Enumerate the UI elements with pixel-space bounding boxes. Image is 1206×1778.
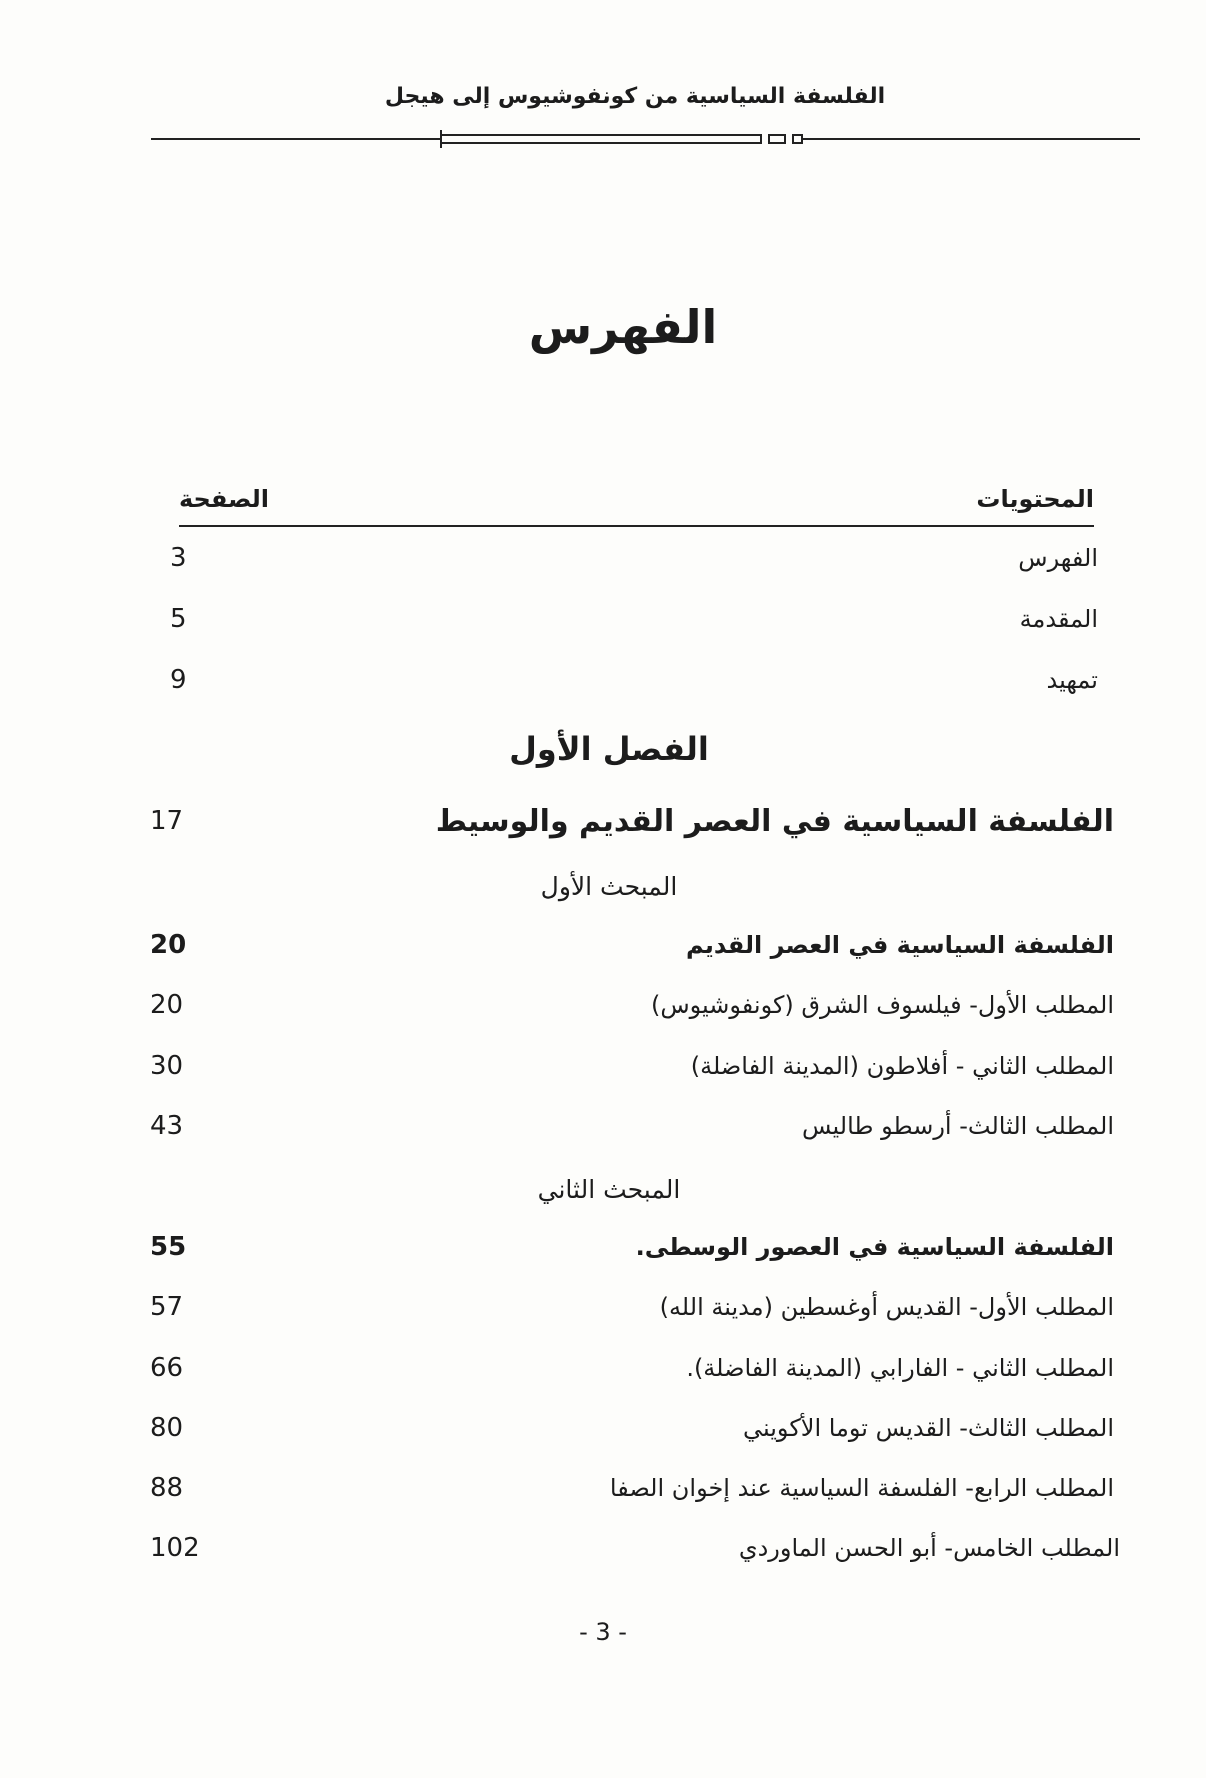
entry-page: 3 <box>170 543 187 573</box>
entry-label: المقدمة <box>1019 605 1098 633</box>
chapter-heading: الفصل الأول <box>509 730 709 768</box>
entry-page: 102 <box>150 1533 200 1563</box>
toc-entry[interactable] <box>150 1106 1114 1146</box>
entry-label: المطلب الثالث- أرسطو طاليس <box>801 1112 1114 1140</box>
leader-dots <box>220 1528 729 1568</box>
entry-page: 20 <box>150 930 187 960</box>
entry-label: المطلب الثاني - أفلاطون (المدينة الفاضلة) <box>690 1052 1114 1080</box>
leader-dots <box>220 1468 600 1508</box>
toc-entry[interactable] <box>170 660 1098 700</box>
page-title: الفهرس <box>528 300 718 354</box>
running-head: الفلسفة السياسية من كونفوشيوس إلى هيجل <box>384 84 886 109</box>
entry-label: الفلسفة السياسية في العصر القديم والوسيط <box>435 803 1114 839</box>
entry-page: 43 <box>150 1111 184 1141</box>
entry-label: الفلسفة السياسية في العصر القديم <box>686 931 1114 959</box>
leader-dots <box>240 538 1008 578</box>
entry-page: 17 <box>150 806 184 836</box>
entry-label: تمهيد <box>1046 666 1098 694</box>
contents-column-header: المحتويات <box>976 485 1094 513</box>
entry-label: المطلب الثاني - الفارابي (المدينة الفاضلة). <box>686 1354 1114 1382</box>
leader-dots <box>240 599 1010 639</box>
entry-label: المطلب الأول- فيلسوف الشرق (كونفوشيوس) <box>650 991 1114 1019</box>
page-column-header: الصفحة <box>179 485 270 513</box>
toc-entry[interactable] <box>150 985 1114 1025</box>
leader-dots <box>220 1046 681 1086</box>
toc-entry[interactable] <box>150 1046 1114 1086</box>
leader-dots <box>220 1106 792 1146</box>
entry-page: 9 <box>170 665 187 695</box>
entry-label: الفلسفة السياسية في العصور الوسطى. <box>635 1233 1114 1261</box>
leader-dots <box>220 925 676 965</box>
section-heading: المبحث الأول <box>540 872 678 901</box>
entry-label: المطلب الرابع- الفلسفة السياسية عند إخوان الصفا <box>609 1474 1114 1502</box>
leader-dots <box>220 1287 650 1327</box>
leader-dots <box>220 985 641 1025</box>
toc-entry[interactable] <box>150 1348 1114 1388</box>
entry-page: 20 <box>150 990 184 1020</box>
entry-page: 55 <box>150 1232 187 1262</box>
entry-page: 57 <box>150 1292 184 1322</box>
entry-page: 88 <box>150 1473 184 1503</box>
chapter-entry[interactable] <box>150 801 1114 841</box>
section-entry[interactable] <box>150 1227 1114 1267</box>
entry-label: الفهرس <box>1018 544 1098 572</box>
leader-dots <box>220 1408 733 1448</box>
toc-entry[interactable] <box>150 1287 1114 1327</box>
header-underline <box>179 525 1094 527</box>
toc-entry[interactable] <box>170 599 1098 639</box>
section-heading: المبحث الثاني <box>537 1175 681 1204</box>
toc-entry[interactable] <box>170 538 1098 578</box>
entry-label: المطلب الثالث- القديس توما الأكويني <box>743 1414 1114 1442</box>
page-number: - 3 - <box>579 1618 627 1646</box>
toc-entry[interactable] <box>150 1528 1120 1568</box>
entry-page: 80 <box>150 1413 184 1443</box>
leader-dots <box>220 801 430 841</box>
leader-dots <box>220 1227 626 1267</box>
toc-entry[interactable] <box>150 1408 1114 1448</box>
entry-label: المطلب الأول- القديس أوغسطين (مدينة الله) <box>659 1293 1114 1321</box>
section-entry[interactable] <box>150 925 1114 965</box>
leader-dots <box>240 660 1037 700</box>
entry-page: 66 <box>150 1353 184 1383</box>
entry-page: 30 <box>150 1051 184 1081</box>
entry-page: 5 <box>170 604 187 634</box>
toc-entry[interactable] <box>150 1468 1114 1508</box>
entry-label: المطلب الخامس- أبو الحسن الماوردي <box>738 1534 1120 1562</box>
header-ornament-rule <box>151 130 1140 148</box>
leader-dots <box>220 1348 676 1388</box>
